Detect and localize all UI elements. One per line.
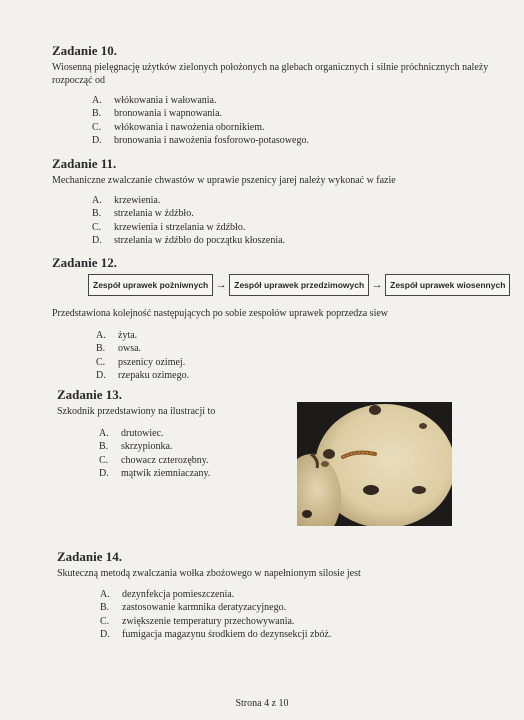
answer-option-a[interactable]: A. krzewienia. — [92, 195, 161, 206]
task-12 — [52, 255, 492, 271]
task-title: Zadanie 11. — [52, 156, 117, 171]
answer-option-d[interactable]: D. bronowania i nawożenia fosforowo-potasowego. — [92, 135, 309, 147]
potato-larva-illustration — [297, 402, 452, 526]
page-number: Strona 4 z 10 — [235, 698, 289, 709]
task-title: Zadanie 12. — [52, 255, 118, 270]
answer-option-a[interactable]: A. dezynfekcja pomieszczenia. — [100, 589, 235, 600]
task-question: Szkodnik przedstawiony na ilustracji to — [57, 406, 216, 417]
answer-list — [96, 329, 492, 383]
task-question: Wiosenną pielęgnację użytków zielonych położonych na glebach organicznych i silnie próchnicznych należy rozpocząć od — [52, 62, 489, 86]
arrow-right-icon: → — [215, 279, 227, 291]
answer-list — [100, 588, 497, 642]
answer-option-a[interactable]: A. żyta. — [96, 330, 138, 341]
task-12-body — [52, 305, 492, 383]
task-13 — [57, 387, 287, 481]
answer-option-d[interactable]: D. fumigacja magazynu środkiem do dezynsekcji zbóż. — [100, 629, 332, 641]
pest-photo — [297, 402, 452, 526]
task-title: Zadanie 10. — [52, 43, 118, 58]
task-question: Przedstawiona kolejność następujących po sobie zespołów uprawek poprzedza siew — [52, 308, 389, 319]
answer-option-d[interactable]: D. rzepaku ozimego. — [96, 370, 190, 382]
task-14 — [57, 549, 497, 642]
answer-option-c[interactable]: C. chowacz czterozębny. — [99, 454, 209, 466]
answer-option-b[interactable]: B. owsa. — [96, 343, 142, 355]
sequence-box-pre-winter: Zespół uprawek przedzimowych — [229, 274, 369, 296]
answer-option-b[interactable]: B. strzelania w źdźbło. — [92, 208, 194, 220]
answer-option-c[interactable]: C. krzewienia i strzelania w źdźbło. — [92, 221, 246, 233]
task-11 — [52, 156, 492, 248]
answer-list — [92, 194, 492, 248]
task-question: Skuteczną metodą zwalczania wołka zbożowego w napełnionym silosie jest — [57, 568, 361, 579]
task-question: Mechaniczne zwalczanie chwastów w uprawie pszenicy jarej należy wykonać w fazie — [52, 175, 396, 186]
cultivation-sequence-diagram — [88, 274, 510, 296]
task-10 — [52, 43, 492, 148]
task-title: Zadanie 14. — [57, 549, 123, 564]
task-title: Zadanie 13. — [57, 387, 123, 402]
answer-list — [99, 427, 287, 481]
answer-option-d[interactable]: D. mątwik ziemniaczany. — [99, 468, 211, 480]
answer-option-a[interactable]: A. drutowiec. — [99, 428, 164, 439]
answer-option-d[interactable]: D. strzelania w źdźbło do początku kłoszenia. — [92, 235, 286, 247]
arrow-right-icon: → — [371, 279, 383, 291]
answer-list — [92, 94, 492, 148]
answer-option-b[interactable]: B. zastosowanie karmnika deratyzacyjnego. — [100, 602, 287, 614]
answer-option-b[interactable]: B. skrzypionka. — [99, 441, 173, 453]
answer-option-c[interactable]: C. zwiększenie temperatury przechowywania. — [100, 615, 295, 627]
answer-option-c[interactable]: C. pszenicy ozimej. — [96, 356, 186, 368]
answer-option-b[interactable]: B. bronowania i wapnowania. — [92, 108, 223, 120]
sequence-box-spring: Zespół uprawek wiosennych — [385, 274, 510, 296]
sequence-box-post-harvest: Zespół uprawek pożniwnych — [88, 274, 213, 296]
answer-option-c[interactable]: C. włókowania i nawożenia obornikiem. — [92, 121, 265, 133]
answer-option-a[interactable]: A. włókowania i wałowania. — [92, 95, 217, 106]
